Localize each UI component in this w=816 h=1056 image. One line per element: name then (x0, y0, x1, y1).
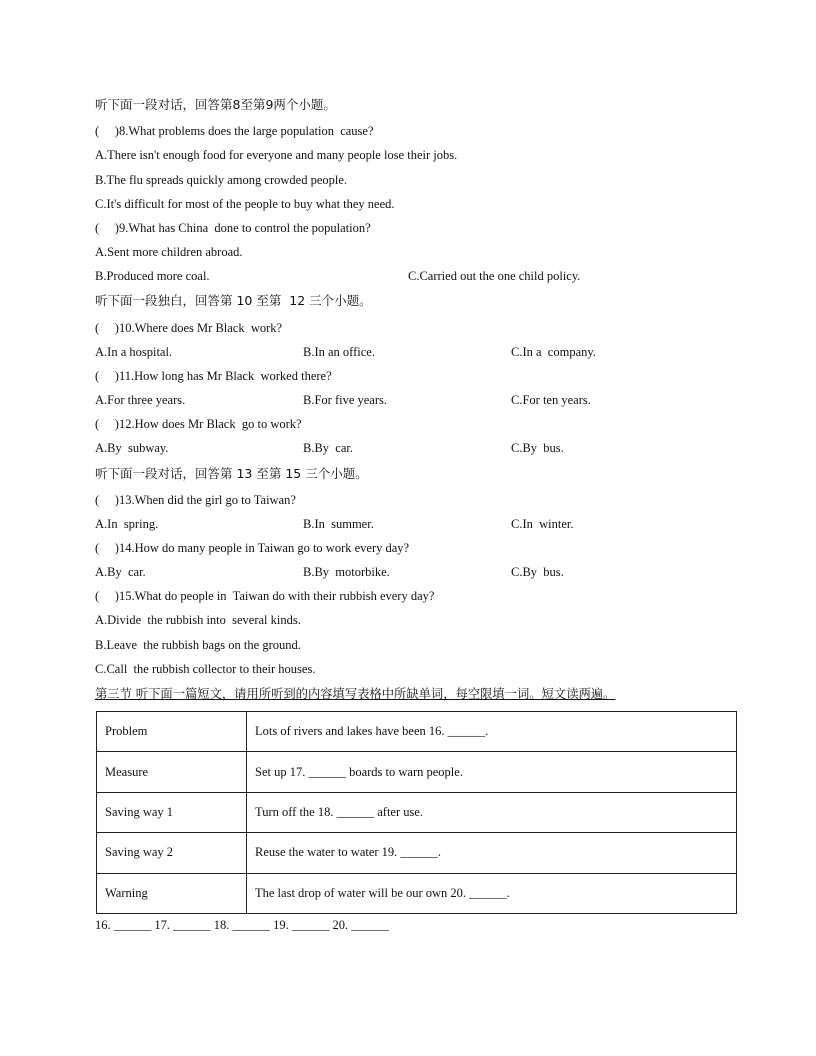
question-15-stem: ( )15.What do people in Taiwan do with their rubbish every day? (95, 589, 435, 603)
question-8-option-b: B.The flu spreads quickly among crowded people. (95, 173, 348, 187)
question-13-option-b: B.In summer. (303, 517, 374, 531)
question-9-option-b: B.Produced more coal. (95, 269, 210, 283)
question-12-stem: ( )12.How does Mr Black go to work? (95, 417, 302, 431)
question-11-option-c: C.For ten years. (511, 393, 591, 407)
row-content: Set up 17. ______ boards to warn people. (247, 752, 737, 792)
row-label: Saving way 2 (97, 833, 247, 873)
question-9-option-c: C.Carried out the one child policy. (408, 269, 581, 283)
question-8-option-c: C.It's difficult for most of the people to buy what they need. (95, 197, 395, 211)
question-14-option-b: B.By motorbike. (303, 565, 390, 579)
row-content: Reuse the water to water 19. ______. (247, 833, 737, 873)
table-row (97, 792, 737, 832)
row-content: Turn off the 18. ______ after use. (247, 792, 737, 832)
question-10-option-a: A.In a hospital. (95, 345, 173, 359)
row-content: The last drop of water will be our own 20. ______. (247, 873, 737, 913)
question-14-stem: ( )14.How do many people in Taiwan go to work every day? (95, 541, 410, 555)
row-label: Saving way 1 (97, 792, 247, 832)
question-11-option-b: B.For five years. (303, 393, 388, 407)
question-10-stem: ( )10.Where does Mr Black work? (95, 321, 283, 335)
section-3-heading: 第三节 听下面一篇短文，请用所听到的内容填写表格中所缺单词，每空限填一词。短文读两遍。 (95, 687, 616, 701)
question-9-stem: ( )9.What has China done to control the population? (95, 221, 371, 235)
question-13-option-a: A.In spring. (95, 517, 159, 531)
question-13-stem: ( )13.When did the girl go to Taiwan? (95, 493, 296, 507)
answer-blanks-16-20: 16. ______ 17. ______ 18. ______ 19. ______ 20. ______ (95, 918, 389, 932)
question-8-stem: ( )8.What problems does the large population cause? (95, 124, 374, 138)
fill-in-table (96, 711, 737, 914)
question-8-option-a: A.There isn't enough food for everyone and many people lose their jobs. (95, 148, 458, 162)
table-row (97, 833, 737, 873)
row-label: Problem (97, 712, 247, 752)
question-15-option-a: A.Divide the rubbish into several kinds. (95, 613, 301, 627)
question-10-option-b: B.In an office. (303, 345, 375, 359)
question-12-option-b: B.By car. (303, 441, 353, 455)
question-13-option-c: C.In winter. (511, 517, 574, 531)
question-12-option-c: C.By bus. (511, 441, 564, 455)
table-row (97, 873, 737, 913)
question-10-option-c: C.In a company. (511, 345, 596, 359)
question-14-option-a: A.By car. (95, 565, 146, 579)
row-label: Warning (97, 873, 247, 913)
question-11-option-a: A.For three years. (95, 393, 186, 407)
row-label: Measure (97, 752, 247, 792)
table-row (97, 752, 737, 792)
table-row (97, 712, 737, 752)
question-9-option-a: A.Sent more children abroad. (95, 245, 243, 259)
question-14-option-c: C.By bus. (511, 565, 564, 579)
row-content: Lots of rivers and lakes have been 16. ______. (247, 712, 737, 752)
question-12-option-a: A.By subway. (95, 441, 169, 455)
monologue-intro-10-12: 听下面一段独白，回答第 10 至第 12 三个小题。 (95, 293, 372, 308)
dialogue-intro-8-9: 听下面一段对话，回答第8至第9两个小题。 (95, 97, 336, 112)
question-11-stem: ( )11.How long has Mr Black worked there? (95, 369, 332, 383)
question-15-option-b: B.Leave the rubbish bags on the ground. (95, 638, 301, 652)
question-15-option-c: C.Call the rubbish collector to their houses. (95, 662, 316, 676)
dialogue-intro-13-15: 听下面一段对话，回答第 13 至第 15 三个小题。 (95, 466, 368, 481)
